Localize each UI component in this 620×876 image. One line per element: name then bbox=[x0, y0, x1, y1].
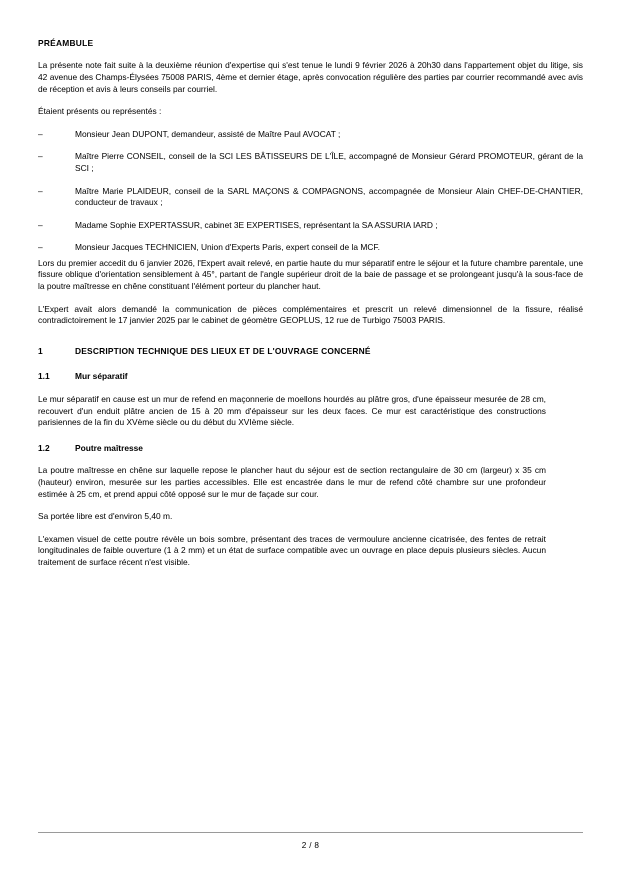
section-title-1: DESCRIPTION TECHNIQUE DES LIEUX ET DE L'OUVRAGE CONCERNÉ bbox=[75, 345, 371, 356]
list-item bbox=[38, 129, 583, 141]
section-1-2-paragraph-2: Sa portée libre est d'environ 5,40 m. bbox=[38, 511, 173, 522]
section-1-2-paragraph-3: L'examen visuel de cette poutre révèle un bois sombre, présentant des traces de vermoulure ancienne cicatrisée, des fentes de retrait longitudinales de faible ouverture (1 à 2 mm) et un état de surface compatible avec un ouvrage en place depuis plusieurs siècles. Aucun traitement de surface récent n'est visible. bbox=[38, 533, 546, 567]
bullet-dash-icon: – bbox=[38, 242, 43, 253]
list-item bbox=[38, 151, 583, 174]
bullet-dash-icon: – bbox=[38, 128, 43, 139]
footer-divider bbox=[38, 832, 583, 833]
document-body bbox=[38, 38, 583, 580]
section-heading-1-2 bbox=[38, 443, 583, 455]
list-item bbox=[38, 220, 583, 232]
section-title-1-1: Mur séparatif bbox=[75, 371, 128, 382]
documents-paragraph: L'Expert avait alors demandé la communication de pièces complémentaires et prescrit un relevé dimensionnel de la fissure, réalisé contradictoirement le 17 janvier 2025 par le cabinet de géomètre GEOPLUS, 12 rue de Turbigo 75003 PARIS. bbox=[38, 303, 583, 326]
intro-paragraph: La présente note fait suite à la deuxième réunion d'expertise qui s'est tenue le lundi 9 février 2026 à 20h30 dans l'appartement objet du litige, sis 42 avenue des Champs-Élysées 75008 PARIS, 4ème et dernier étage, après convocation régulière des parties par courrier recommandé avec avis de réception et avis à leurs conseils par courriel. bbox=[38, 60, 583, 94]
list-item bbox=[38, 242, 583, 254]
list-item-text: Madame Sophie EXPERTASSUR, cabinet 3E EXPERTISES, représentant la SA ASSURIA IARD ; bbox=[75, 219, 438, 230]
list-item-text: Monsieur Jacques TECHNICIEN, Union d'Experts Paris, expert conseil de la MCF. bbox=[75, 242, 380, 253]
section-heading-1 bbox=[38, 346, 583, 358]
section-title-1-2: Poutre maîtresse bbox=[75, 442, 143, 453]
attendees-list bbox=[38, 129, 583, 254]
section-number-1-1: 1.1 bbox=[38, 371, 50, 382]
attendees-intro: Étaient présents ou représentés : bbox=[38, 106, 162, 117]
list-item-text: Monsieur Jean DUPONT, demandeur, assisté de Maître Paul AVOCAT ; bbox=[75, 128, 341, 139]
section-heading-1-1 bbox=[38, 371, 583, 383]
list-item bbox=[38, 186, 583, 209]
section-number-1: 1 bbox=[38, 345, 43, 356]
page-number: 2 / 8 bbox=[301, 841, 320, 850]
first-visit-paragraph: Lors du premier accedit du 6 janvier 2026, l'Expert avait relevé, en partie haute du mur séparatif entre le séjour et la future chambre parentale, une fissure oblique d'orientation sensiblement à 45°, partant de l'angle supérieur droit de la baie de passage et se prolongeant jusqu'à la sous-face de la poutre maîtresse en chêne constituant l'élément porteur du plancher haut. bbox=[38, 257, 583, 292]
bullet-dash-icon: – bbox=[38, 219, 43, 230]
page-footer bbox=[38, 832, 583, 851]
section-1-2-paragraph-1: La poutre maîtresse en chêne sur laquelle repose le plancher haut du séjour est de section rectangulaire de 30 cm (largeur) x 35 cm (hauteur) environ, mesurée sur les parties accessibles. Elle est encastrée dans le mur de refend côté chambre sur une profondeur estimée à 25 cm, et prend appui côté opposé sur le mur de façade sur cour. bbox=[38, 465, 546, 499]
list-item-text: Maître Marie PLAIDEUR, conseil de la SARL MAÇONS & COMPAGNONS, accompagnée de Monsieur Alain CHEF-DE-CHANTIER, conducteur de travaux ; bbox=[75, 185, 583, 208]
preamble-heading: PRÉAMBULE bbox=[38, 38, 94, 48]
bullet-dash-icon: – bbox=[38, 151, 43, 162]
bullet-dash-icon: – bbox=[38, 185, 43, 196]
section-number-1-2: 1.2 bbox=[38, 442, 50, 453]
section-1-1-paragraph: Le mur séparatif en cause est un mur de refend en maçonnerie de moellons hourdés au plâtre gros, d'une épaisseur mesurée de 28 cm, recouvert d'un enduit plâtre ancien de 15 à 20 mm d'épaisseur sur les deux faces. Ce mur est caractéristique des constructions parisiennes de la fin du XVème siècle ou du début du XVIème siècle. bbox=[38, 394, 546, 428]
list-item-text: Maître Pierre CONSEIL, conseil de la SCI LES BÂTISSEURS DE L'ÎLE, accompagné de Monsieur Gérard PROMOTEUR, gérant de la SCI ; bbox=[75, 151, 583, 173]
